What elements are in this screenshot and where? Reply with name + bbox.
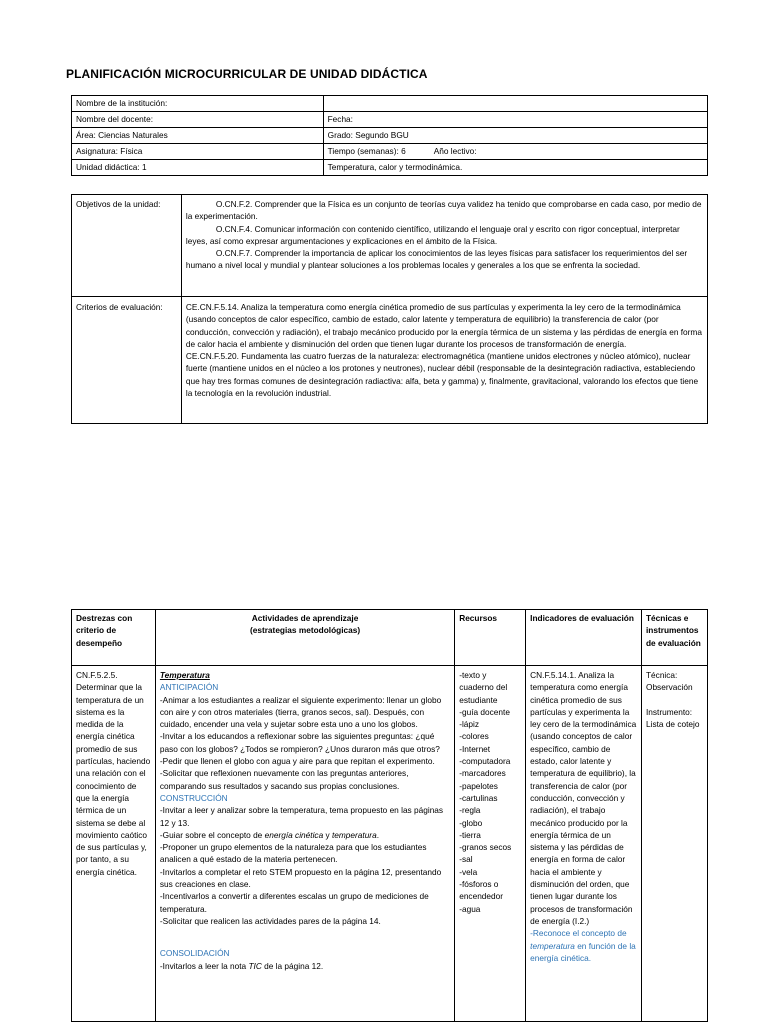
resource-item: -computadora	[459, 756, 511, 767]
subject-cell: Asignatura: Física	[72, 144, 324, 160]
activities-table	[71, 609, 708, 1022]
date-cell: Fecha:	[323, 112, 707, 128]
resource-item: -cartulinas	[459, 792, 498, 803]
resource-item: -regla	[459, 805, 481, 816]
activity-item: -Solicitar que reflexionen nuevamente con las preguntas anteriores, comparando sus resultados y sacando sus propias conclusiones.	[159, 768, 409, 791]
objectives-content	[181, 195, 707, 297]
activity-item: -Invitarlos a leer la nota TIC de la página 12.	[159, 960, 324, 971]
resource-item: -granos secos	[459, 842, 512, 853]
objectives-label: Objetivos de la unidad:	[72, 195, 182, 297]
header-activities: Actividades de aprendizaje (estrategias metodológicas)	[155, 610, 454, 666]
techniques-cell	[641, 666, 707, 1022]
institution-value	[323, 96, 707, 112]
technique-text: Técnica: Observación	[645, 670, 693, 693]
resource-item: -vela	[459, 866, 478, 877]
resource-item: -texto y cuaderno del estudiante	[459, 670, 508, 705]
topic-heading: Temperatura	[159, 670, 210, 680]
indicator-recognition: -Reconoce el concepto de temperatura en función de la energía cinética.	[530, 928, 636, 963]
criteria-content	[181, 297, 707, 424]
objective-item: O.CN.F.7. Comprender la importancia de aplicar los conocimientos de las leyes físicas para satisfacer los requerimientos del ser humano a nivel local y mundial y plantear soluciones a los problemas locales y generales a los que se enfrenta la sociedad.	[185, 248, 688, 271]
objectives-table	[71, 194, 708, 424]
activity-item: -Incentivarlos a convertir a diferentes escalas un grupo de mediciones de temperatura.	[159, 891, 429, 914]
teacher-cell: Nombre del docente:	[72, 112, 324, 128]
criteria-item: CE.CN.F.5.14. Analiza la temperatura como energía cinética promedio de sus partículas y experimenta la ley cero de la termodinámica (usando conceptos de calor específico, cambio de estado, calor latente y temperatura de equilibrio) la transferencia de calor (por conducción, convección y radiación), el trabajo mecánico producido por la energía térmica de un sistema y las pérdidas de energía en forma de calor hacia el ambiente y disminución del orden que tienen lugar durante los procesos de transformación de energía.	[185, 302, 702, 349]
resource-item: -guía docente	[459, 706, 510, 717]
grade-cell: Grado: Segundo BGU	[323, 128, 707, 144]
activity-item: -Pedir que llenen el globo con agua y aire para que repitan el experimento.	[159, 756, 435, 767]
skill-cell: CN.F.5.2.5. Determinar que la temperatura de un sistema es la medida de la energía cinética promedio de sus partículas, haciendo una relación con el conocimiento de que la energía térmica de un sistema se debe al movimiento caótico de sus partículas y, por tanto, a su energía cinética.	[72, 666, 156, 1022]
resource-item: -lápiz	[459, 719, 480, 730]
time-label: Tiempo (semanas): 6	[327, 146, 406, 156]
header-skills: Destrezas con criterio de desempeño	[72, 610, 156, 666]
resource-item: -sal	[459, 854, 473, 865]
consolidation-heading: CONSOLIDACIÓN	[159, 948, 230, 959]
header-resources: Recursos	[455, 610, 526, 666]
instrument-text: Instrumento: Lista de cotejo	[645, 706, 700, 729]
construction-heading: CONSTRUCCIÓN	[159, 792, 228, 803]
indicators-cell	[526, 666, 642, 1022]
resource-item: -agua	[459, 903, 481, 914]
topic-cell: Temperatura, calor y termodinámica.	[323, 160, 707, 176]
info-table	[71, 95, 708, 176]
criteria-label: Criterios de evaluación:	[72, 297, 182, 424]
resource-item: -Internet	[459, 743, 491, 754]
objective-item: O.CN.F.2. Comprender que la Física es un conjunto de teorías cuya validez ha tenido que comprobarse en cada caso, por medio de la experimentación.	[185, 199, 702, 222]
resource-item: -fósforos o encendedor	[459, 879, 504, 902]
indicator-text: CN.F.5.14.1. Analiza la temperatura como energía cinética promedio de sus partículas y experimenta la ley cero de la termodinámica (usando conceptos de calor específico, cambio de estado, calor latente y temperatura de equilibrio), la transferencia de calor (por conducción, convección y radiación), el trabajo mecánico producido por la energía térmica de un sistema y las pérdidas de energía en forma de calor hacia el ambiente y disminución del orden, que tienen lugar durante los procesos de transformación de energía (I.2.)	[530, 670, 637, 926]
resource-item: -colores	[459, 731, 489, 742]
criteria-item: CE.CN.F.5.20. Fundamenta las cuatro fuerzas de la naturaleza: electromagnética (mantiene unidos electrones y núcleo atómico), nuclear fuerte (mantiene unidos en el núcleo a los protones y neutrones), nuclear débil (responsable de la desintegración radiactiva, estableciendo que hay tres formas comunes de desintegración radiactiva: alfa, beta y gamma) y, finalmente, gravitacional, valorando los efectos que tiene la tecnología en la revolución industrial.	[185, 351, 699, 399]
resource-item: -papelotes	[459, 780, 498, 791]
time-cell	[323, 144, 707, 160]
activity-item: -Invitar a los educandos a reflexionar sobre las siguientes preguntas: ¿qué paso con los globos? ¿Todos se rompieron? ¿Unos duraron más que otros?	[159, 731, 440, 754]
resource-item: -globo	[459, 817, 483, 828]
activities-cell	[155, 666, 454, 1022]
resource-item: -marcadores	[459, 768, 506, 779]
activity-item: -Invitar a leer y analizar sobre la temperatura, tema propuesto en las páginas 12 y 13.	[159, 805, 444, 828]
header-indicators: Indicadores de evaluación	[526, 610, 642, 666]
area-cell: Área: Ciencias Naturales	[72, 128, 324, 144]
resources-cell	[455, 666, 526, 1022]
anticipation-heading: ANTICIPACIÓN	[159, 682, 219, 693]
school-year-label: Año lectivo:	[433, 146, 477, 156]
activity-item: -Invitarlos a completar el reto STEM propuesto en la página 12, presentando sus creaciones en clase.	[159, 866, 442, 890]
activity-item: -Guiar sobre el concepto de energía cinética y temperatura.	[159, 829, 379, 840]
resource-item: -tierra	[459, 829, 481, 840]
unit-cell: Unidad didáctica: 1	[72, 160, 324, 176]
activity-item: -Solicitar que realicen las actividades pares de la página 14.	[159, 915, 381, 926]
activity-item: -Proponer un grupo elementos de la naturaleza para que los estudiantes analicen a qué estado de la materia pertenecen.	[159, 842, 427, 865]
resources-list	[459, 669, 521, 915]
activity-item: -Animar a los estudiantes a realizar el siguiente experimento: llenar un globo con aire y con otros materiales (tierra, granos secos, sal). Después, con cuidado, encender una vela y sujetar sobre esta uno a uno los globos.	[159, 694, 442, 730]
page-title: PLANIFICACIÓN MICROCURRICULAR DE UNIDAD DIDÁCTICA	[66, 67, 428, 81]
objective-item: O.CN.F.4. Comunicar información con contenido científico, utilizando el lenguaje oral y escrito con rigor conceptual, interpretar leyes, así como expresar argumentaciones y explicaciones en el ámbito de la Física.	[185, 223, 680, 246]
institution-cell: Nombre de la institución:	[72, 96, 324, 112]
header-techniques: Técnicas e instrumentos de evaluación	[641, 610, 707, 666]
